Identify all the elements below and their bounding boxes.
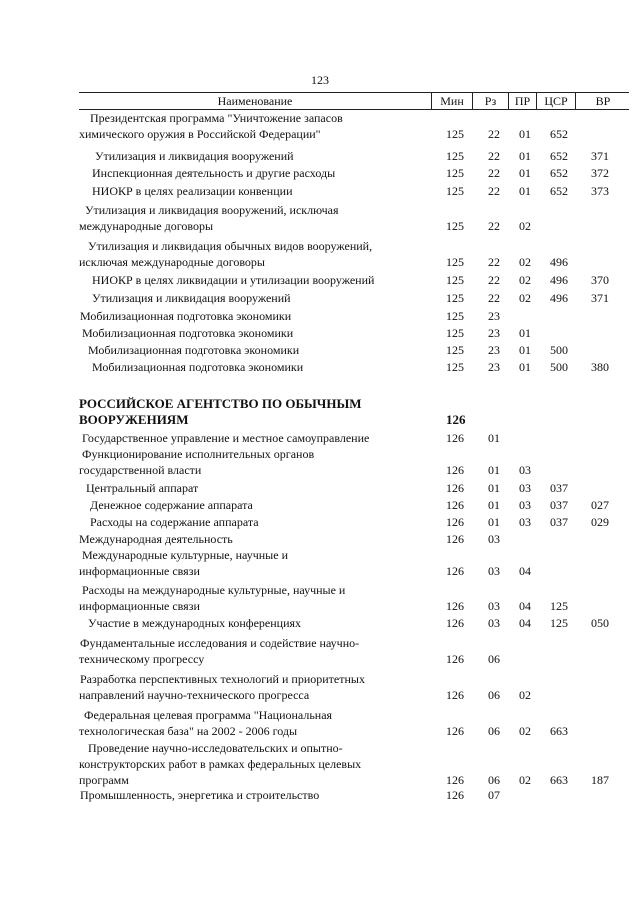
cell-min: 126 <box>446 599 464 613</box>
header-min: Мин <box>431 93 472 109</box>
row-name-line: Проведение научно-исследовательских и опытно- <box>88 741 343 755</box>
cell-pr: 03 <box>519 481 531 495</box>
table-row <box>0 148 640 164</box>
cell-min: 126 <box>446 773 464 787</box>
row-name-line: Президентская программа "Уничтожение запасов <box>90 111 343 125</box>
cell-rz: 06 <box>488 724 500 738</box>
header-csr: ЦСР <box>536 93 575 109</box>
cell-min: 126 <box>446 652 464 666</box>
cell-csr: 652 <box>550 127 568 141</box>
table-row <box>0 707 640 739</box>
cell-pr: 01 <box>519 343 531 357</box>
cell-csr: 500 <box>550 343 568 357</box>
header-pr: ПР <box>508 93 536 109</box>
cell-min: 126 <box>446 788 464 802</box>
cell-pr: 02 <box>519 724 531 738</box>
table-row <box>0 110 640 142</box>
cell-min: 125 <box>446 360 464 374</box>
cell-pr: 03 <box>519 463 531 477</box>
cell-min: 126 <box>446 463 464 477</box>
header-rz: Рз <box>472 93 508 109</box>
cell-rz: 03 <box>488 599 500 613</box>
cell-vr: 380 <box>591 360 609 374</box>
cell-csr: 125 <box>550 616 568 630</box>
cell-csr: 663 <box>550 724 568 738</box>
row-name-line: информационные связи <box>79 564 200 578</box>
cell-csr: 496 <box>550 291 568 305</box>
cell-rz: 01 <box>488 431 500 445</box>
header-name: Наименование <box>217 94 293 108</box>
cell-csr: 496 <box>550 255 568 269</box>
row-name-line: ВООРУЖЕНИЯМ <box>79 412 189 427</box>
cell-rz: 06 <box>488 652 500 666</box>
cell-rz: 22 <box>488 291 500 305</box>
cell-vr: 029 <box>591 515 609 529</box>
cell-min: 125 <box>446 273 464 287</box>
row-name-line: Мобилизационная подготовка экономики <box>88 343 300 357</box>
cell-vr: 370 <box>591 273 609 287</box>
table-row <box>0 480 640 496</box>
row-name-line: Инспекционная деятельность и другие расходы <box>92 166 336 180</box>
row-name-line: Центральный аппарат <box>86 481 199 495</box>
row-name-line: конструкторских работ в рамках федеральных целевых <box>79 757 362 771</box>
cell-min: 125 <box>446 166 464 180</box>
table-row <box>0 514 640 530</box>
cell-vr: 050 <box>591 616 609 630</box>
cell-min: 126 <box>446 724 464 738</box>
cell-min: 125 <box>446 309 464 323</box>
table-row <box>0 396 640 428</box>
cell-csr: 652 <box>550 184 568 198</box>
cell-csr: 500 <box>550 360 568 374</box>
table-row <box>0 740 640 788</box>
row-name-line: Международная деятельность <box>79 532 233 546</box>
cell-vr: 372 <box>591 166 609 180</box>
cell-pr: 01 <box>519 326 531 340</box>
page-number: 123 <box>311 73 329 87</box>
cell-min: 125 <box>446 149 464 163</box>
cell-pr: 01 <box>519 360 531 374</box>
cell-pr: 04 <box>519 599 531 613</box>
cell-rz: 03 <box>488 532 500 546</box>
table-row <box>0 446 640 478</box>
row-name-line: Международные культурные, научные и <box>82 548 288 562</box>
cell-csr: 652 <box>550 149 568 163</box>
cell-rz: 22 <box>488 255 500 269</box>
cell-rz: 03 <box>488 616 500 630</box>
cell-pr: 02 <box>519 219 531 233</box>
cell-rz: 06 <box>488 773 500 787</box>
cell-csr: 037 <box>550 498 568 512</box>
cell-pr: 02 <box>519 773 531 787</box>
cell-pr: 03 <box>519 498 531 512</box>
cell-pr: 01 <box>519 166 531 180</box>
cell-csr: 037 <box>550 515 568 529</box>
row-name-line: международные договоры <box>79 219 214 233</box>
cell-rz: 22 <box>488 184 500 198</box>
cell-rz: 06 <box>488 688 500 702</box>
cell-vr: 373 <box>591 184 609 198</box>
header-vr: ВР <box>575 93 630 109</box>
table-row <box>0 497 640 513</box>
cell-rz: 01 <box>488 463 500 477</box>
cell-rz: 01 <box>488 481 500 495</box>
cell-min: 126 <box>446 498 464 512</box>
cell-min: 125 <box>446 184 464 198</box>
row-name-line: исключая международные договоры <box>79 255 265 269</box>
row-name-line: Расходы на международные культурные, научные и <box>82 583 346 597</box>
cell-pr: 01 <box>519 127 531 141</box>
cell-rz: 23 <box>488 343 500 357</box>
row-name-line: Функционирование исполнительных органов <box>82 447 315 461</box>
table-row <box>0 308 640 324</box>
cell-csr: 663 <box>550 773 568 787</box>
cell-pr: 03 <box>519 515 531 529</box>
cell-min: 126 <box>446 515 464 529</box>
row-name-line: техническому прогрессу <box>79 652 205 666</box>
cell-rz: 03 <box>488 564 500 578</box>
row-name-line: Утилизация и ликвидация обычных видов вооружений, <box>88 239 373 253</box>
cell-min: 125 <box>446 326 464 340</box>
table-row <box>0 272 640 288</box>
row-name-line: Фундаментальные исследования и содействие научно- <box>80 636 360 650</box>
cell-min: 125 <box>446 219 464 233</box>
cell-pr: 04 <box>519 564 531 578</box>
table-row <box>0 165 640 181</box>
table-row <box>0 582 640 614</box>
cell-pr: 04 <box>519 616 531 630</box>
cell-vr: 027 <box>591 498 609 512</box>
row-name-line: программ <box>79 773 129 787</box>
row-name-line: Утилизация и ликвидация вооружений <box>95 149 294 163</box>
cell-csr: 652 <box>550 166 568 180</box>
cell-rz: 22 <box>488 219 500 233</box>
cell-vr: 371 <box>591 291 609 305</box>
row-name-line: информационные связи <box>79 599 200 613</box>
cell-min: 125 <box>446 255 464 269</box>
row-name-line: РОССИЙСКОЕ АГЕНТСТВО ПО ОБЫЧНЫМ <box>79 396 362 411</box>
cell-min: 126 <box>446 412 466 427</box>
table-row <box>0 359 640 375</box>
cell-min: 125 <box>446 291 464 305</box>
cell-csr: 125 <box>550 599 568 613</box>
table-row <box>0 635 640 667</box>
cell-rz: 01 <box>488 498 500 512</box>
cell-min: 126 <box>446 532 464 546</box>
cell-min: 126 <box>446 688 464 702</box>
row-name-line: Расходы на содержание аппарата <box>90 515 259 529</box>
cell-rz: 07 <box>488 788 500 802</box>
cell-min: 126 <box>446 431 464 445</box>
cell-rz: 23 <box>488 309 500 323</box>
table-row <box>0 183 640 199</box>
row-name-line: Мобилизационная подготовка экономики <box>80 309 292 323</box>
row-name-line: государственной власти <box>79 463 202 477</box>
table-row <box>0 671 640 703</box>
cell-vr: 371 <box>591 149 609 163</box>
row-name-line: Денежное содержание аппарата <box>90 498 253 512</box>
table-row <box>0 290 640 306</box>
cell-rz: 22 <box>488 149 500 163</box>
cell-min: 126 <box>446 616 464 630</box>
cell-rz: 22 <box>488 273 500 287</box>
row-name-line: Разработка перспективных технологий и приоритетных <box>80 672 365 686</box>
table-row <box>0 531 640 547</box>
table-row <box>0 787 640 803</box>
row-name-line: направлений научно-технического прогресса <box>79 688 310 702</box>
table-row <box>0 547 640 579</box>
table-row <box>0 238 640 270</box>
cell-csr: 037 <box>550 481 568 495</box>
row-name-line: Утилизация и ликвидация вооружений, исключая <box>85 203 339 217</box>
cell-rz: 22 <box>488 166 500 180</box>
table-row <box>0 430 640 446</box>
row-name-line: химического оружия в Российской Федерации" <box>79 127 321 141</box>
row-name-line: НИОКР в целях реализации конвенции <box>92 184 293 198</box>
table-header <box>79 92 629 110</box>
row-name-line: Мобилизационная подготовка экономики <box>92 360 304 374</box>
row-name-line: Государственное управление и местное самоуправление <box>82 431 370 445</box>
cell-rz: 01 <box>488 515 500 529</box>
row-name-line: технологическая база" на 2002 - 2006 годы <box>79 724 298 738</box>
cell-rz: 22 <box>488 127 500 141</box>
row-name-line: Промышленность, энергетика и строительство <box>80 788 320 802</box>
cell-csr: 496 <box>550 273 568 287</box>
cell-pr: 02 <box>519 273 531 287</box>
table-row <box>0 342 640 358</box>
cell-min: 126 <box>446 564 464 578</box>
table-row <box>0 615 640 631</box>
row-name-line: Участие в международных конференциях <box>88 616 302 630</box>
cell-pr: 02 <box>519 688 531 702</box>
cell-rz: 23 <box>488 326 500 340</box>
cell-pr: 02 <box>519 255 531 269</box>
table-row <box>0 202 640 234</box>
row-name-line: Утилизация и ликвидация вооружений <box>92 291 291 305</box>
cell-min: 125 <box>446 343 464 357</box>
cell-vr: 187 <box>591 773 609 787</box>
cell-min: 125 <box>446 127 464 141</box>
cell-rz: 23 <box>488 360 500 374</box>
row-name-line: Мобилизационная подготовка экономики <box>82 326 294 340</box>
cell-min: 126 <box>446 481 464 495</box>
row-name-line: НИОКР в целях ликвидации и утилизации вооружений <box>92 273 375 287</box>
cell-pr: 01 <box>519 184 531 198</box>
table-row <box>0 325 640 341</box>
cell-pr: 01 <box>519 149 531 163</box>
cell-pr: 02 <box>519 291 531 305</box>
row-name-line: Федеральная целевая программа "Национальная <box>84 708 333 722</box>
